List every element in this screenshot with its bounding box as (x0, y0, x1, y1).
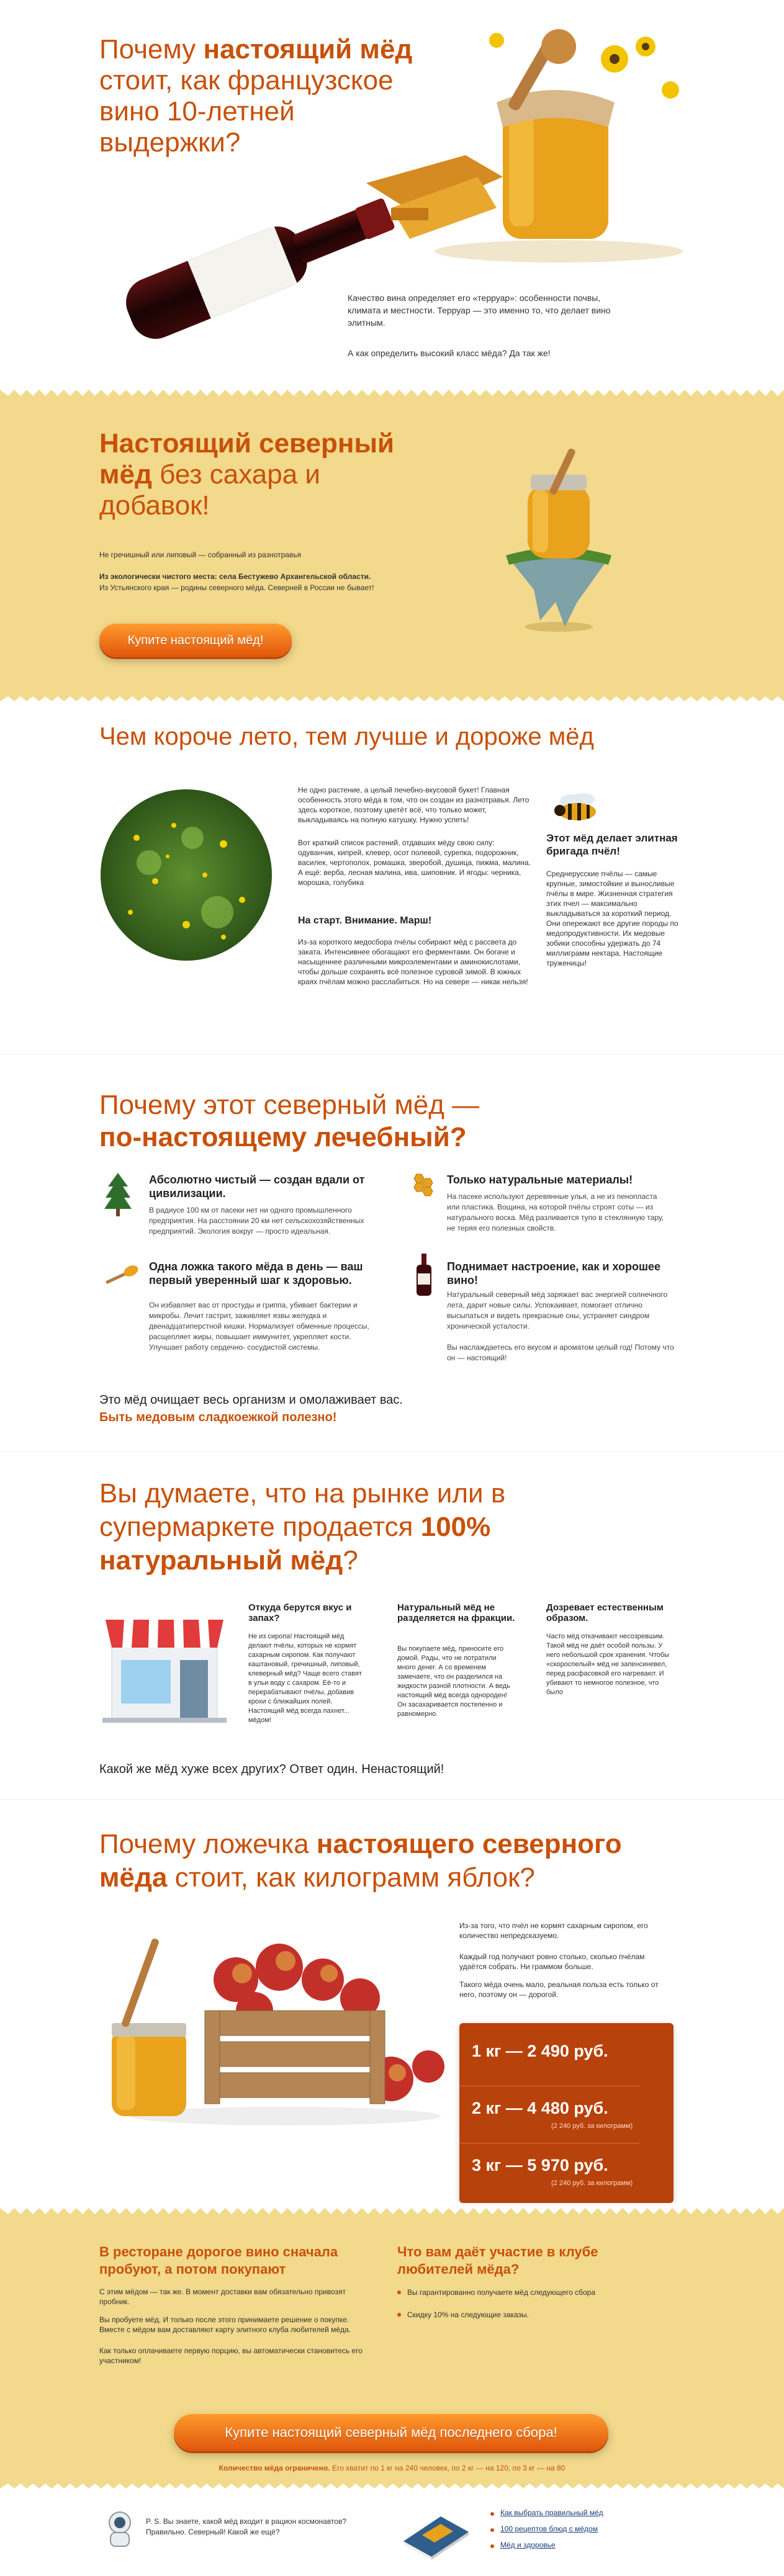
zigzag-top (0, 385, 784, 398)
price-row-1kg (459, 2029, 639, 2086)
price-row-2kg (459, 2086, 639, 2143)
intro-text-2: А как определить высокий класс мёда? Да так же! (348, 348, 551, 358)
link-honey-health[interactable]: Мёд и здоровье (490, 2541, 603, 2549)
healing-title: Почему этот северный мёд — по-настоящему лечебный? (99, 1090, 480, 1152)
bee-icon (546, 788, 608, 825)
summer-p3: Из-за короткого медосбора пчёлы собирают мёд с рассвета до заката. Интенсивнее обогащают его ферментами. Он богаче и насыщеннее различными микроэлементами и аминокислотами, чтобы дольше сохранять всё полезное суровой зимой. В южных краях пчёлам можно расслабиться. Но на севере — никак нельзя! (298, 938, 528, 986)
price-p3: Такого мёда очень мало, реальная польза есть только от него, поэтому он — дорогой. (459, 1980, 659, 1999)
link-recipes[interactable]: 100 рецептов блюд с мёдом (490, 2524, 603, 2533)
section-northern-honey (0, 385, 784, 707)
feature-text-2: На пасеке используют деревянные улья, а не из пенопласта или пластика. Вощина, на которой пчёлы строят соты — из натурального воска. Мёд разливается тупо в стеклянную тару, не теряя его полезных свойств. (447, 1192, 664, 1232)
zigzag-top-2 (0, 2203, 784, 2217)
zigzag-bottom-2 (0, 2481, 784, 2495)
club-benefit-1: Вы гарантированно получаете мёд следующего сбора (397, 2287, 658, 2298)
book-icon (397, 2504, 472, 2560)
price-box (459, 2023, 674, 2203)
tree-icon (104, 1173, 132, 1216)
club-left-p1: С этим мёдом — так же. В момент доставки вам обязательно привозят пробник. (99, 2287, 346, 2306)
market-col3-text: Часто мёд откачивают несозревшим. Такой мёд не даёт особой пользы. У него небольшой срок хранения. Чтобы «скороспелый» мёд не запенсиневел, перед расфасовкой его нагревают. И убивают то немногое полезное, что было (546, 1633, 670, 1696)
market-col3-title: Дозревает естественным образом. (546, 1602, 664, 1623)
zigzag-bottom (0, 694, 784, 707)
section-club (0, 2203, 784, 2495)
club-right-title: Что вам даёт участие в клубе любителей мёда? (397, 2244, 598, 2277)
club-benefit-2: Скидку 10% на следующие заказы. (397, 2309, 658, 2320)
summer-subtitle: На старт. Внимание. Марш! (298, 915, 432, 926)
summer-title: Чем короче лето, тем лучше и дороже мёд (99, 723, 594, 750)
astronaut-icon (104, 2510, 135, 2547)
northern-line-1: Не гречишный или липовый — собранный из разнотравья (99, 550, 302, 559)
club-left-p3: Как только оплачиваете первую порцию, вы автоматически становитесь его участником! (99, 2346, 363, 2365)
honey-island-image (497, 441, 621, 639)
market-col1-text: Не из сиропа! Настоящий мёд делают пчёлы, которых не кормят сахарным сиропом. Как получают каштановый, гречишный, липовый, клеверный мёд? Чаще всего ставят в ульи воду с сахаром. Её-то и перерабатывают пчёлы, добавив крохи с ближайших полей. Настоящий мёд всегда пахнет... мёдом! (248, 1633, 362, 1724)
northern-line-3: Из Устьянского края — родины северного мёда. Северней в России не бывает! (99, 583, 374, 592)
healing-bottom-2: Быть медовым сладкоежкой полезно! (99, 1411, 337, 1424)
feature-title-1: Абсолютно чистый — создан вдали от цивилизации. (149, 1174, 365, 1200)
market-col1-title: Откуда берутся вкус и запах? (248, 1602, 352, 1623)
market-title: Вы думаете, что на рынке или в супермаркете продается 100% натуральный мёд? (99, 1478, 506, 1576)
section-market (0, 1452, 784, 1800)
price-2kg-note: (2 240 руб. за килограмм) (551, 2122, 633, 2130)
price-1kg: 1 кг — 2 490 руб. (472, 2042, 608, 2060)
club-benefits-list (397, 2287, 658, 2320)
club-left-title: В ресторане дорогое вино сначала пробуют, а потом покупают (99, 2244, 338, 2277)
link-choose-honey[interactable]: Как выбрать правильный мёд (490, 2508, 603, 2517)
wine-bottle-icon (415, 1254, 433, 1297)
ps-text: P. S. Вы знаете, какой мёд входит в рацион космонавтов? Правильно. Северный! Какой же ещё? (146, 2517, 347, 2536)
shop-image (99, 1601, 230, 1731)
feature-title-3: Одна ложка такого мёда в день — ваш первый уверенный шаг к здоровью. (149, 1260, 363, 1286)
intro-text-1: Качество вина определяет его «терруар»: особенности почвы, климата и местности. Терруар — это именно то, что делает вино элитным. (348, 293, 611, 328)
intro-title: Почему настоящий мёд стоит, как французское вино 10-летней выдержки? (99, 34, 413, 158)
honeycomb-icon (410, 1173, 437, 1198)
section-healing (0, 1055, 784, 1452)
feature-text-1: В радиусе 100 км от пасеки нет ни одного промышленного предприятия. На расстоянии 20 км нет сельскохозяйственных предприятий. Экология вокруг — просто идеальная. (149, 1206, 364, 1236)
northern-title: Настоящий северный мёд без сахара и добавок! (99, 428, 395, 521)
summer-p2: Вот краткий список растений, отдавших мёду свою силу: одуванчик, кипрей, клевер, осот полевой, сурепка, подорожник, василек, чертополох, ромашка, зверобой, душица, пижма, малина. А ещё: верба, лесная малина, ива, шиповник. И ягоды: черника, морошка, голубика (298, 838, 531, 887)
bee-text: Среднерусские пчёлы — самые крупные, зимостойкие и выносливые пчёлы в мире. Жизненная стратегия этих пчел — максимально выкладываться за короткий период. Они опережают все другие породы по медопродуктивности. Их медовые зобики способны удержать до 74 миллиграмм нектара. Настоящие труженицы! (546, 869, 678, 967)
price-row-3kg (459, 2143, 639, 2201)
market-col2-title: Натуральный мёд не разделяется на фракции. (397, 1602, 515, 1623)
buy-honey-button[interactable]: Купите настоящий мёд! (99, 624, 292, 657)
buy-last-harvest-button[interactable]: Купите настоящий северный мёд последнего сбора! (174, 2414, 608, 2451)
apples-crate-image (99, 1918, 447, 2129)
market-col2-text: Вы покупаете мёд, приносите его домой. Рады, что не потратили много денег. А со временем замечаете, что он разделился на жидкости разной плотности. А ведь настоящий мёд всегда однороден! Он засахаривается постепенно и равномерно. (397, 1645, 510, 1718)
meadow-image (99, 788, 273, 962)
feature-text-3: Он избавляет вас от простуды и гриппа, убивает бактерии и микробы. Лечит гастрит, заживляет язвы желудка и двенадцатиперстной кишки. Нормализует обменные процессы, расщепляет жиры, повышает иммунитет, укрепляет кости. Улучшает работу сердечно- сосудистой системы. (149, 1301, 369, 1352)
section-short-summer (0, 707, 784, 1055)
bee-title: Этот мёд делает элитная бригада пчёл! (546, 832, 678, 857)
honey-spoon-icon (102, 1260, 140, 1285)
club-limit: Количество мёда ограничено. Его хватит по 1 кг на 240 человек, по 2 кг — на 120, по 3 кг — на 80 (219, 2464, 565, 2472)
price-3kg: 3 кг — 5 970 руб. (472, 2156, 608, 2174)
honey-jar-image (354, 22, 689, 270)
section-intro (0, 0, 784, 385)
feature-title-2: Только натуральные материалы! (447, 1174, 633, 1186)
market-bottom: Какой же мёд хуже всех других? Ответ один. Ненастоящий! (99, 1762, 444, 1776)
feature-title-4: Поднимает настроение, как и хорошее вино! (447, 1260, 661, 1286)
summer-p1: Не одно растение, а целый печебно-вкусовой букет! Главная особенность этого мёда в том, что он создан из разнотравья. Лето здесь короткое, поэтому цветёт всё, что только может, выкладываясь на полную катушку. Нужно успеть! (298, 786, 529, 824)
price-p2: Каждый год получают ровно столько, сколько пчёлам удаётся собрать. Ни граммом больше. (459, 1952, 645, 1971)
club-left-p2: Вы пробуете мёд. И только после этого принимаете решение о покупке. Вместе с мёдом вам доставляют карту элитного клуба любителей мёда. (99, 2315, 351, 2334)
northern-line-2: Из экологически чистого места: села Бестужево Архангельской области. (99, 572, 371, 581)
feature-text-4: Натуральный северный мёд заряжает вас энергией солнечного лета, дарит новые силы. Успокаивает, помогает отлично высыпаться и видеть прекрасные сны, устраняет синдром хронической усталости. Вы наслаждаетесь его вкусом и ароматом целый год! Потому что он — настоящий! (447, 1290, 674, 1362)
price-p1: Из-за того, что пчёл не кормят сахарным сиропом, его количество непредсказуемо. (459, 1921, 648, 1940)
section-footer (0, 2495, 784, 2576)
price-3kg-note: (2 240 руб. за килограмм) (551, 2179, 633, 2187)
footer-links (490, 2508, 603, 2549)
price-2kg: 2 кг — 4 480 руб. (472, 2099, 608, 2117)
healing-bottom-1: Это мёд очищает весь организм и омолаживает вас. (99, 1393, 403, 1407)
price-title: Почему ложечка настоящего северного мёда стоит, как килограмм яблок? (99, 1829, 622, 1893)
section-price (0, 1800, 784, 2203)
